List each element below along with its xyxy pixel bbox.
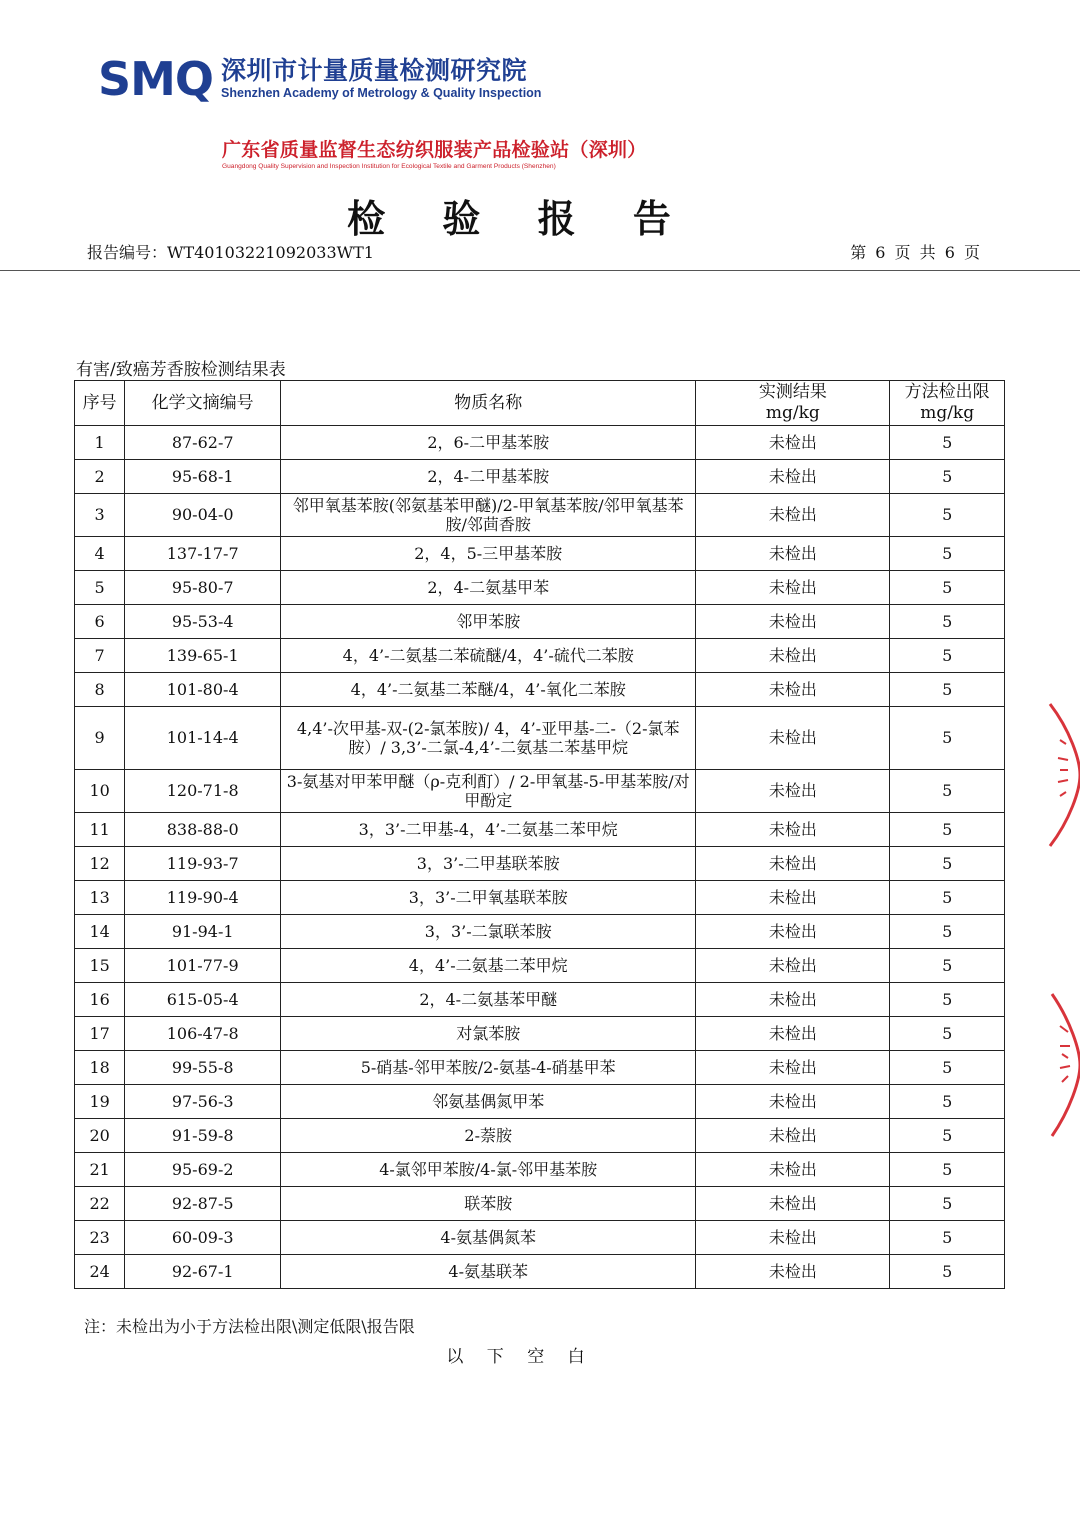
- table-row: [75, 1221, 1005, 1255]
- cell-cas: 101-77-9: [125, 949, 281, 983]
- cell-seq: 16: [75, 983, 125, 1017]
- cell-substance-name: 联苯胺: [281, 1187, 696, 1221]
- cell-result: 未检出: [696, 426, 890, 460]
- cell-cas: 838-88-0: [125, 813, 281, 847]
- cell-seq: 11: [75, 813, 125, 847]
- table-row: [75, 571, 1005, 605]
- footnote: 注：未检出为小于方法检出限\测定低限\报告限: [84, 1317, 415, 1336]
- cell-result: 未检出: [696, 949, 890, 983]
- cell-limit: 5: [890, 847, 1005, 881]
- cell-limit: 5: [890, 571, 1005, 605]
- cell-seq: 19: [75, 1085, 125, 1119]
- cell-cas: 101-80-4: [125, 673, 281, 707]
- cell-limit: 5: [890, 1017, 1005, 1051]
- cell-substance-name: 邻甲苯胺: [281, 605, 696, 639]
- cell-result: 未检出: [696, 707, 890, 770]
- header-limit-unit: mg/kg: [920, 403, 975, 423]
- cell-seq: 9: [75, 707, 125, 770]
- cell-substance-name: 4,4’-次甲基-双-(2-氯苯胺)/ 4，4’-亚甲基-二-（2-氯苯胺）/ 3,3’-二氯-4,4’-二氨基二苯基甲烷: [281, 707, 696, 770]
- cell-cas: 119-93-7: [125, 847, 281, 881]
- cell-result: 未检出: [696, 915, 890, 949]
- table-row: [75, 1187, 1005, 1221]
- cell-cas: 60-09-3: [125, 1221, 281, 1255]
- cell-limit: 5: [890, 1153, 1005, 1187]
- org-name-block: [221, 57, 541, 101]
- table-row: [75, 1255, 1005, 1289]
- cell-result: 未检出: [696, 1187, 890, 1221]
- table-row: [75, 915, 1005, 949]
- cell-substance-name: 5-硝基-邻甲苯胺/2-氨基-4-硝基甲苯: [281, 1051, 696, 1085]
- cell-limit: 5: [890, 426, 1005, 460]
- table-row: [75, 847, 1005, 881]
- cell-cas: 139-65-1: [125, 639, 281, 673]
- cell-cas: 120-71-8: [125, 770, 281, 813]
- results-table-body: [75, 426, 1005, 1289]
- seal-stamp-upper: [1046, 700, 1080, 850]
- cell-result: 未检出: [696, 460, 890, 494]
- cell-result: 未检出: [696, 1119, 890, 1153]
- cell-limit: 5: [890, 915, 1005, 949]
- cell-seq: 7: [75, 639, 125, 673]
- report-number: 报告编号：WT40103221092033WT1: [87, 243, 374, 262]
- cell-limit: 5: [890, 1221, 1005, 1255]
- table-row: [75, 537, 1005, 571]
- header-divider: [0, 270, 1080, 271]
- seal-stamp-lower: [1048, 990, 1080, 1140]
- cell-substance-name: 邻甲氧基苯胺(邻氨基苯甲醚)/2-甲氧基苯胺/邻甲氧基苯胺/邻茴香胺: [281, 494, 696, 537]
- cell-limit: 5: [890, 881, 1005, 915]
- cell-cas: 95-68-1: [125, 460, 281, 494]
- station-name-cn: 广东省质量监督生态纺织服装产品检验站（深圳）: [222, 139, 647, 161]
- cell-result: 未检出: [696, 983, 890, 1017]
- cell-cas: 106-47-8: [125, 1017, 281, 1051]
- cell-substance-name: 邻氨基偶氮甲苯: [281, 1085, 696, 1119]
- table-row: [75, 460, 1005, 494]
- station-name-block: [222, 138, 647, 171]
- cell-result: 未检出: [696, 881, 890, 915]
- cell-substance-name: 3，3’-二甲基联苯胺: [281, 847, 696, 881]
- cell-result: 未检出: [696, 1255, 890, 1289]
- table-caption: 有害/致癌芳香胺检测结果表: [76, 360, 286, 380]
- cell-result: 未检出: [696, 494, 890, 537]
- cell-limit: 5: [890, 1187, 1005, 1221]
- cell-seq: 17: [75, 1017, 125, 1051]
- table-row: [75, 1051, 1005, 1085]
- cell-limit: 5: [890, 707, 1005, 770]
- cell-limit: 5: [890, 983, 1005, 1017]
- cell-substance-name: 4，4’-二氨基二苯甲烷: [281, 949, 696, 983]
- cell-limit: 5: [890, 949, 1005, 983]
- cell-cas: 119-90-4: [125, 881, 281, 915]
- cell-substance-name: 4-氯邻甲苯胺/4-氯-邻甲基苯胺: [281, 1153, 696, 1187]
- cell-result: 未检出: [696, 605, 890, 639]
- cell-result: 未检出: [696, 571, 890, 605]
- cell-result: 未检出: [696, 1051, 890, 1085]
- cell-seq: 15: [75, 949, 125, 983]
- cell-result: 未检出: [696, 1017, 890, 1051]
- cell-limit: 5: [890, 1119, 1005, 1153]
- cell-limit: 5: [890, 639, 1005, 673]
- cell-seq: 23: [75, 1221, 125, 1255]
- header-result: [696, 381, 890, 426]
- cell-limit: 5: [890, 813, 1005, 847]
- table-row: [75, 1119, 1005, 1153]
- table-row: [75, 673, 1005, 707]
- table-row: [75, 949, 1005, 983]
- cell-seq: 18: [75, 1051, 125, 1085]
- table-row: [75, 426, 1005, 460]
- cell-limit: 5: [890, 1255, 1005, 1289]
- cell-result: 未检出: [696, 639, 890, 673]
- org-name-cn: 深圳市计量质量检测研究院: [221, 56, 528, 85]
- cell-cas: 95-53-4: [125, 605, 281, 639]
- header-name: 物质名称: [281, 381, 696, 426]
- table-row: [75, 639, 1005, 673]
- cell-seq: 13: [75, 881, 125, 915]
- cell-result: 未检出: [696, 770, 890, 813]
- cell-limit: 5: [890, 537, 1005, 571]
- table-row: [75, 770, 1005, 813]
- cell-cas: 92-67-1: [125, 1255, 281, 1289]
- cell-substance-name: 对氯苯胺: [281, 1017, 696, 1051]
- cell-seq: 21: [75, 1153, 125, 1187]
- cell-substance-name: 4-氨基偶氮苯: [281, 1221, 696, 1255]
- table-row: [75, 1085, 1005, 1119]
- cell-limit: 5: [890, 770, 1005, 813]
- cell-cas: 99-55-8: [125, 1051, 281, 1085]
- header-seq: 序号: [75, 381, 125, 426]
- cell-cas: 92-87-5: [125, 1187, 281, 1221]
- cell-cas: 91-59-8: [125, 1119, 281, 1153]
- cell-substance-name: 3，3’-二甲基-4，4’-二氨基二苯甲烷: [281, 813, 696, 847]
- cell-substance-name: 4，4’-二氨基二苯硫醚/4，4’-硫代二苯胺: [281, 639, 696, 673]
- cell-seq: 4: [75, 537, 125, 571]
- cell-seq: 2: [75, 460, 125, 494]
- cell-limit: 5: [890, 1085, 1005, 1119]
- report-title: 检 验 报 告: [347, 197, 693, 241]
- cell-cas: 87-62-7: [125, 426, 281, 460]
- cell-seq: 6: [75, 605, 125, 639]
- cell-limit: 5: [890, 605, 1005, 639]
- cell-result: 未检出: [696, 673, 890, 707]
- cell-limit: 5: [890, 460, 1005, 494]
- cell-substance-name: 2，6-二甲基苯胺: [281, 426, 696, 460]
- cell-result: 未检出: [696, 1153, 890, 1187]
- cell-cas: 97-56-3: [125, 1085, 281, 1119]
- cell-seq: 24: [75, 1255, 125, 1289]
- org-name-en: Shenzhen Academy of Metrology & Quality Inspection: [221, 86, 542, 100]
- header-cas: 化学文摘编号: [125, 381, 281, 426]
- cell-substance-name: 2-萘胺: [281, 1119, 696, 1153]
- cell-seq: 8: [75, 673, 125, 707]
- cell-substance-name: 3，3’-二氯联苯胺: [281, 915, 696, 949]
- header-limit: [890, 381, 1005, 426]
- table-row: [75, 605, 1005, 639]
- cell-seq: 5: [75, 571, 125, 605]
- table-header-row: [75, 381, 1005, 426]
- table-row: [75, 1153, 1005, 1187]
- cell-seq: 10: [75, 770, 125, 813]
- cell-substance-name: 2，4-二甲基苯胺: [281, 460, 696, 494]
- cell-seq: 12: [75, 847, 125, 881]
- station-name-en: Guangdong Quality Supervision and Inspection Institution for Ecological Textile and Garment Products (Shenzhen): [222, 163, 556, 170]
- results-table: [74, 380, 1005, 1289]
- cell-substance-name: 3，3’-二甲氧基联苯胺: [281, 881, 696, 915]
- cell-substance-name: 2，4，5-三甲基苯胺: [281, 537, 696, 571]
- header-result-unit: mg/kg: [765, 403, 820, 423]
- cell-substance-name: 2，4-二氨基苯甲醚: [281, 983, 696, 1017]
- blank-below-marker: 以 下 空 白: [446, 1347, 594, 1367]
- cell-seq: 22: [75, 1187, 125, 1221]
- cell-substance-name: 4，4’-二氨基二苯醚/4，4’-氧化二苯胺: [281, 673, 696, 707]
- cell-seq: 3: [75, 494, 125, 537]
- cell-substance-name: 2，4-二氨基甲苯: [281, 571, 696, 605]
- table-row: [75, 494, 1005, 537]
- cell-cas: 95-69-2: [125, 1153, 281, 1187]
- cell-substance-name: 3-氨基对甲苯甲醚（ρ-克利酊）/ 2-甲氧基-5-甲基苯胺/对甲酚定: [281, 770, 696, 813]
- cell-cas: 91-94-1: [125, 915, 281, 949]
- header-result-label: 实测结果: [758, 382, 827, 402]
- cell-limit: 5: [890, 494, 1005, 537]
- cell-cas: 101-14-4: [125, 707, 281, 770]
- header-limit-label: 方法检出限: [904, 382, 990, 402]
- institute-logo: [98, 52, 541, 106]
- cell-result: 未检出: [696, 1085, 890, 1119]
- table-row: [75, 881, 1005, 915]
- smq-logo: [98, 52, 213, 106]
- cell-seq: 1: [75, 426, 125, 460]
- cell-cas: 95-80-7: [125, 571, 281, 605]
- cell-result: 未检出: [696, 813, 890, 847]
- page-indicator: 第 6 页 共 6 页: [850, 243, 982, 262]
- table-row: [75, 707, 1005, 770]
- cell-seq: 20: [75, 1119, 125, 1153]
- cell-limit: 5: [890, 1051, 1005, 1085]
- table-row: [75, 813, 1005, 847]
- cell-result: 未检出: [696, 847, 890, 881]
- cell-cas: 615-05-4: [125, 983, 281, 1017]
- smq-logo-text: SMQ: [98, 52, 214, 106]
- cell-limit: 5: [890, 673, 1005, 707]
- cell-cas: 90-04-0: [125, 494, 281, 537]
- table-row: [75, 1017, 1005, 1051]
- cell-substance-name: 4-氨基联苯: [281, 1255, 696, 1289]
- cell-result: 未检出: [696, 537, 890, 571]
- cell-cas: 137-17-7: [125, 537, 281, 571]
- table-row: [75, 983, 1005, 1017]
- cell-seq: 14: [75, 915, 125, 949]
- cell-result: 未检出: [696, 1221, 890, 1255]
